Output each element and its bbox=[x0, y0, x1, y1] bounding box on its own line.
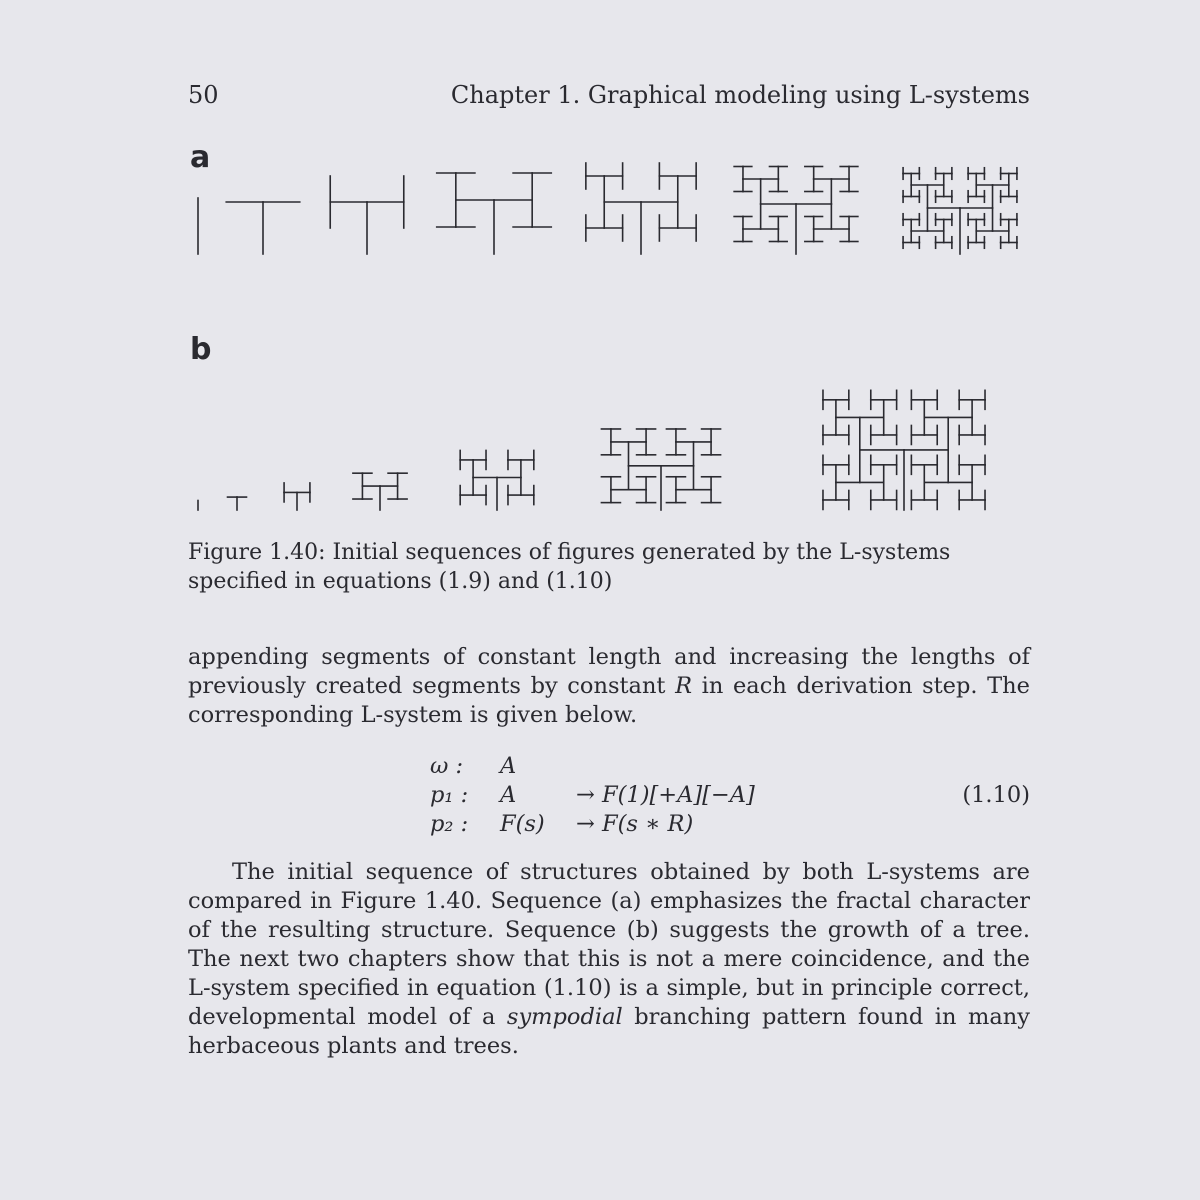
paragraph-1 bbox=[188, 643, 1030, 730]
panel-a-step-2 bbox=[330, 176, 404, 254]
equation-predecessor: A bbox=[500, 753, 517, 779]
paragraph-2-text-b: branching pattern found in many herbaceous plants and trees. bbox=[188, 1004, 1030, 1059]
equation-label: p₁ : bbox=[430, 782, 469, 808]
panel-a-step-5 bbox=[734, 167, 858, 255]
equation-predecessor: A bbox=[500, 782, 517, 808]
equation-1-10 bbox=[430, 752, 1030, 844]
figure-caption: Figure 1.40: Initial sequences of figures generated by the L-systems specified in equations (1.9) and (1.10) bbox=[188, 540, 951, 594]
equation-successor: → F(1)[+A][−A] bbox=[576, 782, 755, 808]
panel-a-step-4 bbox=[586, 163, 696, 254]
figure-panel-a bbox=[198, 163, 1017, 254]
paragraph-2-text-a: The initial sequence of structures obtained by both L-systems are compared in Figure 1.40. Sequence (a) emphasizes the fractal character of the resulting structure. Sequence (b) suggests the growth of a tree. The next two chapters show that this is not a mere coincidence, and the L-system specified in equation (1.10) is a simple, but in principle correct, developmental model of a bbox=[188, 859, 1030, 1030]
chapter-title: Chapter 1. Graphical modeling using L-systems bbox=[450, 81, 1030, 109]
panel-b-step-2 bbox=[284, 483, 310, 510]
equation-successor: → F(s ∗ R) bbox=[576, 811, 694, 837]
figure-1-40 bbox=[0, 0, 1200, 530]
panel-b-step-6 bbox=[823, 390, 985, 510]
panel-b-step-5 bbox=[601, 429, 720, 510]
symbol-r: R bbox=[675, 673, 693, 699]
paragraph-1-text-b: in each derivation step. The corresponding L-system is given below. bbox=[188, 673, 1030, 728]
panel-b-step-4 bbox=[460, 450, 534, 510]
panel-a-step-6 bbox=[903, 168, 1017, 254]
figure-panel-a-label: a bbox=[190, 140, 211, 175]
panel-b-step-1 bbox=[228, 497, 247, 510]
equation-label: p₂ : bbox=[430, 811, 469, 837]
sympodial-term: sympodial bbox=[506, 1004, 623, 1030]
equation-predecessor: F(s) bbox=[500, 811, 545, 837]
equation-label: ω : bbox=[430, 753, 464, 779]
figure-panel-b-label: b bbox=[190, 332, 212, 367]
figure-panel-b bbox=[198, 390, 985, 510]
panel-a-step-3 bbox=[437, 173, 552, 254]
panel-b-step-3 bbox=[353, 473, 407, 510]
paragraph-1-text-a: appending segments of constant length and increasing the lengths of previously created segments by constant bbox=[188, 644, 1030, 699]
panel-a-step-1 bbox=[226, 202, 300, 254]
page-number: 50 bbox=[188, 81, 219, 109]
paragraph-2 bbox=[188, 858, 1030, 1061]
equation-number: (1.10) bbox=[962, 782, 1030, 808]
